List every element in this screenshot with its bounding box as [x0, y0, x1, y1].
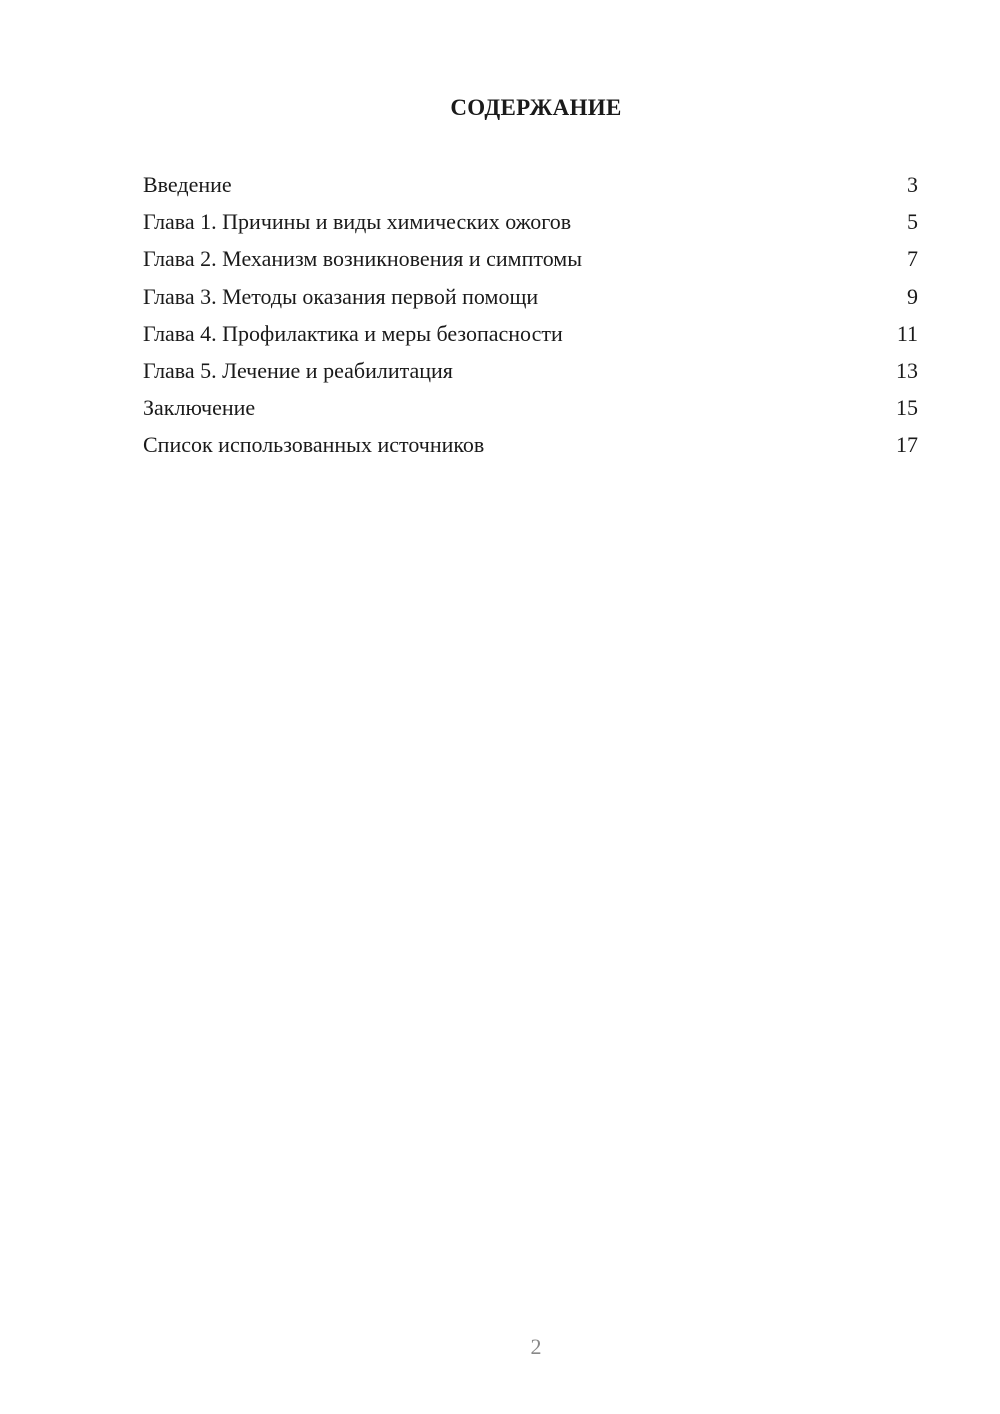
page-title: СОДЕРЖАНИЕ — [450, 95, 622, 120]
toc-item-page: 5 — [907, 209, 918, 235]
toc-item-introduction[interactable] — [143, 170, 918, 207]
toc-item-chapter-1[interactable] — [143, 207, 918, 244]
toc-item-chapter-2[interactable] — [143, 244, 918, 281]
toc-item-text: Введение — [143, 172, 232, 197]
toc-item-text: Глава 3. Методы оказания первой помощи — [143, 283, 539, 309]
toc-item-text: Глава 4. Профилактика и меры безопасности — [143, 320, 563, 346]
toc-item-text: Глава 2. Механизм возникновения и симптомы — [143, 246, 582, 272]
toc-item-page: 13 — [896, 357, 918, 383]
table-of-contents — [143, 170, 918, 468]
toc-item-chapter-4[interactable] — [143, 319, 918, 356]
toc-item-chapter-5[interactable] — [143, 356, 918, 393]
page-number: 2 — [530, 1334, 542, 1359]
toc-item-text: Глава 1. Причины и виды химических ожогов — [143, 209, 572, 235]
toc-item-page: 11 — [896, 320, 918, 346]
toc-item-page: 9 — [907, 283, 918, 309]
toc-item-page: 7 — [907, 246, 918, 272]
toc-item-references[interactable] — [143, 430, 918, 467]
toc-item-page: 15 — [896, 395, 918, 421]
toc-item-text: Заключение — [143, 395, 256, 421]
toc-item-chapter-3[interactable] — [143, 282, 918, 319]
toc-item-text: Список использованных источников — [143, 432, 485, 458]
toc-item-text: Глава 5. Лечение и реабилитация — [143, 357, 453, 383]
toc-item-conclusion[interactable] — [143, 393, 918, 430]
toc-item-page: 17 — [896, 432, 918, 458]
toc-item-page: 3 — [907, 172, 918, 197]
